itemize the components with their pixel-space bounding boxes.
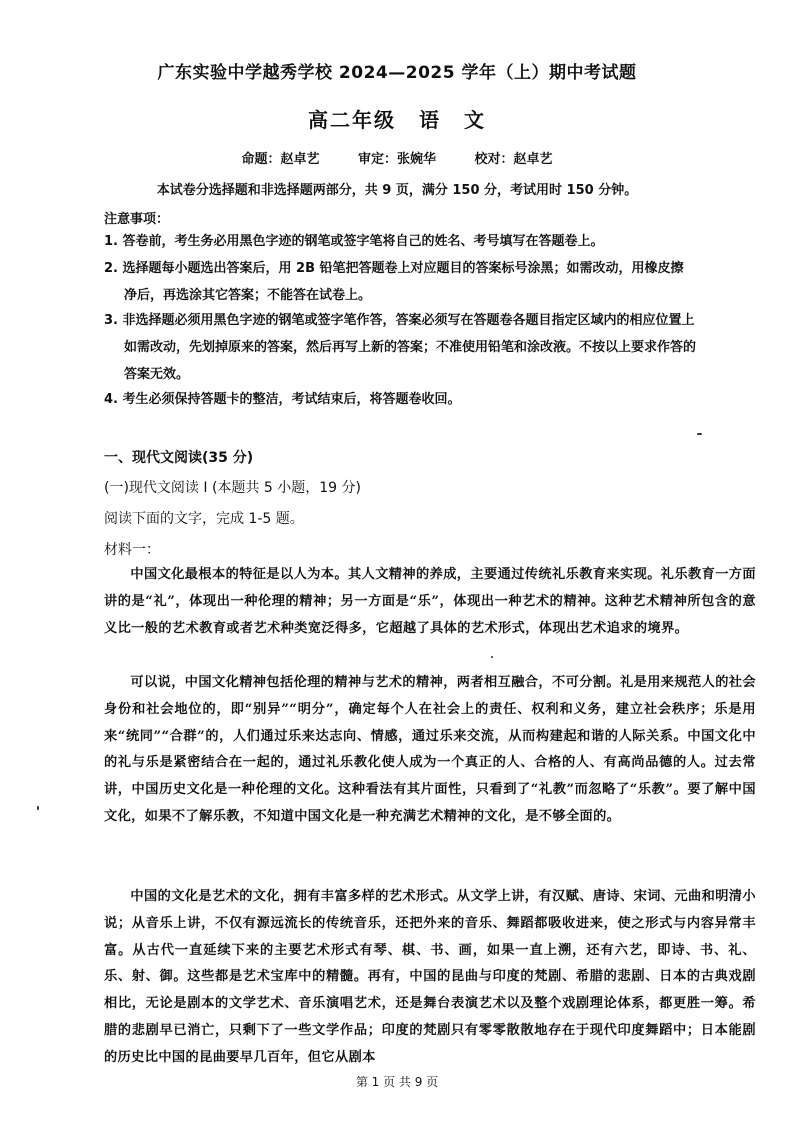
exam-intro: 本试卷分选择题和非选择题两部分，共 9 页，满分 150 分，考试用时 150 分钟。 (156, 183, 638, 198)
scan-speck (491, 656, 493, 658)
section-heading: 一、现代文阅读(35 分) (104, 450, 254, 466)
body-paragraph: 中国的文化是艺术的文化，拥有丰富多样的艺术形式。从文学上讲，有汉赋、唐诗、宋词、元曲和明清小说；从音乐上讲，不仅有源远流长的传统音乐，还把外来的音乐、舞蹈都吸收进来，使之形式与内容异常丰富。从古代一直延续下来的主要艺术形式有琴、棋、书、画，如果一直上溯，还有六艺，即诗、书、礼、乐、射、御。这些都是艺术宝库中的精髓。再有，中国的昆曲与印度的梵剧、希腊的悲剧、日本的古典戏剧相比，无论是剧本的文学艺术、音乐演唱艺术，还是舞台表演艺术以及整个戏剧理论体系，都更胜一筹。希腊的悲剧早已消亡，只剩下了一些文学作品；印度的梵剧只有零零散散地存在于现代印度舞蹈中；日本能剧的历史比中国的昆曲要早几百年，但它从剧本 (104, 889, 756, 1065)
exam-title: 广东实验中学越秀学校 2024—2025 学年（上）期中考试题 (157, 63, 637, 83)
page-footer: 第 1 页 共 9 页 (355, 1075, 439, 1089)
material-label: 材料一： (104, 542, 160, 558)
reviewer-label: 审定：张婉华 (357, 152, 436, 167)
author-label: 命题：赵卓艺 (241, 152, 320, 167)
note-line: 3. 非选择题必须用黑色字迹的钢笔或签字笔作答，答案必须写在答题卷各题目指定区域内的相应位置上 (104, 313, 695, 328)
staff-line (0, 148, 794, 167)
note-line-cont: 净后，再选涂其它答案；不能答在试卷上。 (124, 288, 372, 303)
scan-speck (697, 433, 702, 435)
body-paragraph: 中国文化最根本的特征是以人为本。其人文精神的养成，主要通过传统礼乐教育来实现。礼乐教育一方面讲的是“礼”，体现出一种伦理的精神；另一方面是“乐”，体现出一种艺术的精神。这种艺术精神所包含的意义比一般的艺术教育或者艺术种类宽泛得多，它超越了具体的艺术形式，体现出艺术追求的境界。 (104, 567, 756, 636)
note-item-2 (104, 255, 756, 309)
notes-title: 注意事项： (104, 212, 170, 227)
note-item-4 (104, 386, 756, 413)
scan-speck (37, 806, 39, 810)
note-line-cont: 如需改动，先划掉原来的答案，然后再写上新的答案；不准使用铅笔和涂改液。不按以上要求作答的 (124, 340, 697, 355)
note-line: 2. 选择题每小题选出答案后，用 2B 铅笔把答题卷上对应题目的答案标号涂黑；如需改动，用橡皮擦 (104, 261, 684, 276)
body-paragraph: 可以说，中国文化精神包括伦理的精神与艺术的精神，两者相互融合，不可分割。礼是用来规范人的社会身份和社会地位的，即“别异”“明分”，确定每个人在社会上的责任、权利和义务，建立社会秩序；乐是用来“统同”“合群”的，人们通过乐来达志向、情感，通过乐来交流，从而构建起和谐的人际关系。中国文化中的礼与乐是紧密结合在一起的，通过礼乐教化使人成为一个真正的人、合格的人、有高尚品德的人。过去常讲，中国历史文化是一种伦理的文化。这种看法有其片面性，只看到了“礼教”而忽略了“乐教”。要了解中国文化，如果不了解乐教，不知道中国文化是一种充满艺术精神的文化，是不够全面的。 (104, 675, 756, 824)
proofreader-label: 校对：赵卓艺 (474, 152, 553, 167)
note-line: 1. 答卷前，考生务必用黑色字迹的钢笔或签字笔将自己的姓名、考号填写在答题卷上。 (104, 234, 604, 249)
note-item-3 (104, 307, 756, 388)
note-line: 4. 考生必须保持答题卡的整洁，考试结束后，将答题卷收回。 (104, 392, 461, 407)
exam-subtitle: 高二年级 语 文 (308, 108, 486, 132)
note-item-1 (104, 228, 756, 255)
note-line-cont: 答案无效。 (124, 367, 190, 382)
section-instruction: 阅读下面的文字，完成 1-5 题。 (104, 511, 304, 527)
section-subheading: (一)现代文阅读 I (本题共 5 小题，19 分) (104, 480, 361, 496)
